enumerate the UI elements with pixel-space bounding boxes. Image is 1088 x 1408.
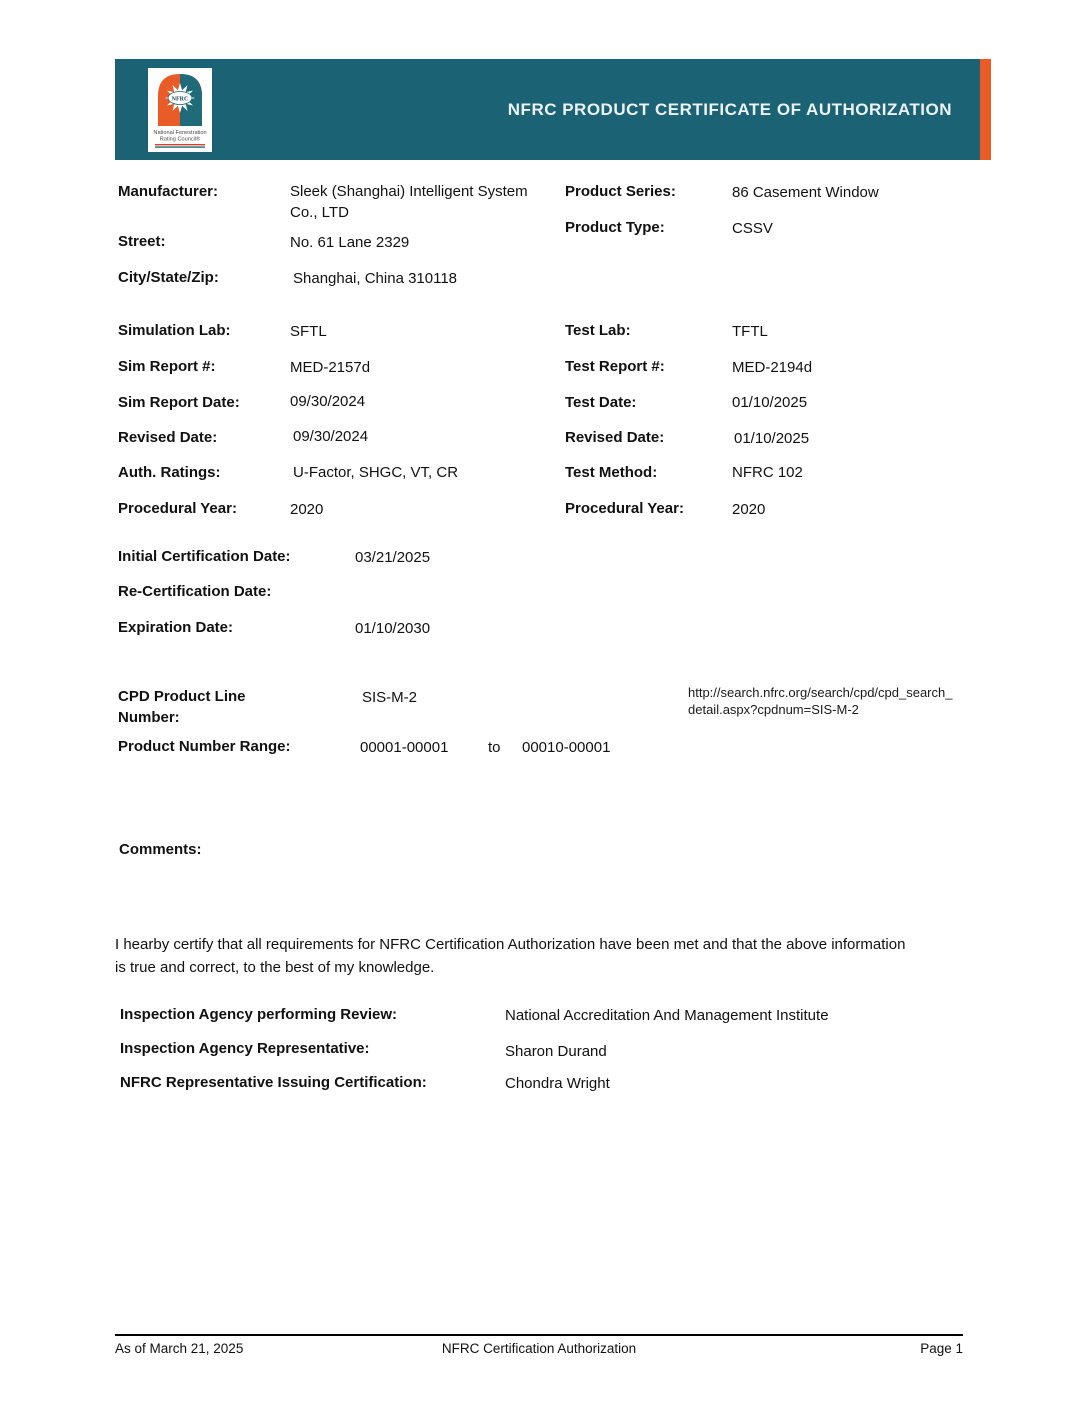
product-number-range-from: 00001-00001	[360, 739, 449, 756]
test-procedural-year-value: 2020	[732, 501, 766, 518]
simulation-lab-value: SFTL	[290, 323, 327, 340]
sim-report-number-label: Sim Report #:	[118, 358, 216, 375]
certification-statement: I hearby certify that all requirements for NFRC Certification Authorization have been met and that the above information is true and correct, to the best of my knowledge.	[115, 936, 906, 976]
street-value: No. 61 Lane 2329	[290, 234, 410, 251]
nfrc-representative-label: NFRC Representative Issuing Certification:	[120, 1074, 427, 1091]
expiration-date-label: Expiration Date:	[118, 619, 234, 636]
city-state-zip-label: City/State/Zip:	[118, 269, 219, 286]
header-band	[115, 59, 991, 160]
footer-title: NFRC Certification Authorization	[441, 1341, 637, 1356]
product-number-range-label: Product Number Range:	[118, 738, 291, 755]
cpd-url-line2: detail.aspx?cpdnum=SIS-M-2	[688, 702, 859, 717]
cpd-product-line-number-label: CPD Product Line Number:	[118, 688, 246, 726]
manufacturer-value: Sleek (Shanghai) Intelligent System Co., LTD	[290, 183, 528, 221]
inspection-agency-review-label: Inspection Agency performing Review:	[120, 1006, 397, 1023]
footer-date: As of March 21, 2025	[115, 1341, 244, 1356]
page-title: NFRC PRODUCT CERTIFICATE OF AUTHORIZATION	[507, 99, 952, 119]
auth-ratings-value: U-Factor, SHGC, VT, CR	[293, 464, 459, 481]
cpd-url-link[interactable]	[688, 684, 988, 718]
sim-procedural-year-label: Procedural Year:	[118, 500, 237, 517]
product-series-value: 86 Casement Window	[732, 184, 879, 201]
test-revised-date-label: Revised Date:	[565, 429, 665, 446]
manufacturer-label: Manufacturer:	[118, 183, 219, 200]
logo-rule-teal	[155, 146, 205, 147]
sim-revised-date-label: Revised Date:	[118, 429, 218, 446]
logo-org-line1: National Fenestration	[153, 130, 207, 136]
test-method-value: NFRC 102	[732, 464, 803, 481]
sim-procedural-year-value: 2020	[290, 501, 324, 518]
product-series-label: Product Series:	[565, 183, 676, 200]
test-method-label: Test Method:	[565, 464, 658, 481]
inspection-agency-representative-value: Sharon Durand	[505, 1043, 607, 1060]
test-date-value: 01/10/2025	[732, 394, 808, 411]
footer-page-number: Page 1	[920, 1341, 963, 1356]
nfrc-representative-value: Chondra Wright	[505, 1075, 610, 1092]
sim-report-date-value: 09/30/2024	[290, 393, 366, 410]
auth-ratings-label: Auth. Ratings:	[118, 464, 221, 481]
test-lab-value: TFTL	[732, 323, 768, 340]
logo-org-line2: Rating Council®	[159, 136, 201, 143]
street-label: Street:	[118, 233, 166, 250]
footer-rule	[115, 1334, 963, 1336]
test-report-number-label: Test Report #:	[565, 358, 665, 375]
sim-report-date-label: Sim Report Date:	[118, 394, 240, 411]
cpd-product-line-number-value: SIS-M-2	[362, 689, 418, 706]
product-number-range-to-word: to	[488, 739, 501, 756]
sim-report-number-value: MED-2157d	[290, 359, 371, 376]
test-lab-label: Test Lab:	[565, 322, 631, 339]
test-report-number-value: MED-2194d	[732, 359, 813, 376]
re-certification-date-label: Re-Certification Date:	[118, 583, 272, 600]
product-type-value: CSSV	[732, 220, 773, 237]
inspection-agency-review-value: National Accreditation And Management Institute	[505, 1007, 829, 1024]
simulation-lab-label: Simulation Lab:	[118, 322, 231, 339]
city-state-zip-value: Shanghai, China 310118	[293, 270, 458, 287]
product-number-range-to: 00010-00001	[522, 739, 611, 756]
inspection-agency-representative-label: Inspection Agency Representative:	[120, 1040, 370, 1057]
comments-label: Comments:	[119, 841, 202, 858]
initial-certification-date-value: 03/21/2025	[355, 549, 431, 566]
test-date-label: Test Date:	[565, 394, 637, 411]
cpd-url-line1: http://search.nfrc.org/search/cpd/cpd_search_	[688, 685, 953, 700]
test-revised-date-value: 01/10/2025	[734, 430, 810, 447]
expiration-date-value: 01/10/2030	[355, 620, 431, 637]
logo-rule-orange	[155, 144, 205, 145]
initial-certification-date-label: Initial Certification Date:	[118, 548, 291, 565]
test-procedural-year-label: Procedural Year:	[565, 500, 684, 517]
logo-acronym: NFRC	[171, 96, 189, 103]
nfrc-logo	[148, 68, 212, 152]
product-type-label: Product Type:	[565, 219, 665, 236]
sim-revised-date-value: 09/30/2024	[293, 428, 369, 445]
